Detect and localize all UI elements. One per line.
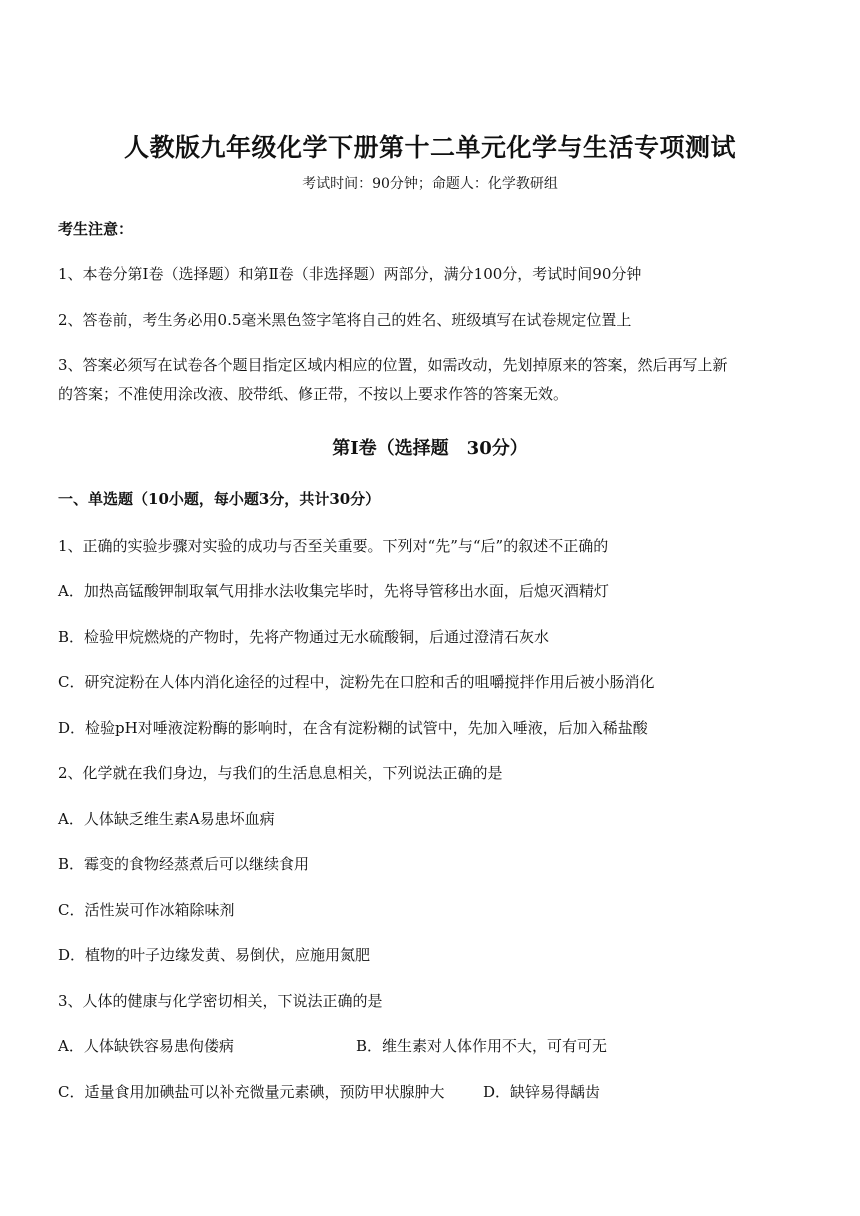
exam-title: 人教版九年级化学下册第十二单元化学与生活专项测试 bbox=[123, 133, 736, 162]
notice-heading: 考生注意： bbox=[58, 220, 134, 238]
question-option: D．检验pH对唾液淀粉酶的影响时，在含有淀粉糊的试管中，先加入唾液，后加入稀盐酸 bbox=[58, 719, 648, 737]
question-stem: 1、正确的实验步骤对实验的成功与否至关重要。下列对“先”与“后”的叙述不正确的 bbox=[58, 537, 609, 555]
question-option: B．霉变的食物经蒸煮后可以继续食用 bbox=[58, 855, 310, 873]
question-option: B．检验甲烷燃烧的产物时，先将产物通过无水硫酸铜，后通过澄清石灰水 bbox=[58, 628, 550, 646]
notice-item: 的答案；不准使用涂改液、胶带纸、修正带，不按以上要求作答的答案无效。 bbox=[58, 385, 569, 403]
question-stem: 3、人体的健康与化学密切相关，下说法正确的是 bbox=[58, 992, 383, 1010]
notice-item: 1、本卷分第Ⅰ卷（选择题）和第Ⅱ卷（非选择题）两部分，满分100分，考试时间90分钟 bbox=[58, 265, 642, 283]
notice-item: 3、答案必须写在试卷各个题目指定区域内相应的位置，如需改动，先划掉原来的答案，然后再写上新 bbox=[58, 356, 728, 374]
question-option: D．缺锌易得龋齿 bbox=[483, 1083, 601, 1101]
question-option: C．研究淀粉在人体内消化途径的过程中，淀粉先在口腔和舌的咀嚼搅拌作用后被小肠消化 bbox=[58, 673, 655, 691]
question-option: A．加热高锰酸钾制取氧气用排水法收集完毕时，先将导管移出水面，后熄灭酒精灯 bbox=[58, 582, 609, 600]
question-option: C．适量食用加碘盐可以补充微量元素碘，预防甲状腺肿大 bbox=[58, 1083, 445, 1101]
exam-subtitle: 考试时间：90分钟；命题人：化学教研组 bbox=[302, 176, 558, 192]
question-option: C．活性炭可作冰箱除味剂 bbox=[58, 901, 235, 919]
question-stem: 2、化学就在我们身边，与我们的生活息息相关，下列说法正确的是 bbox=[58, 764, 503, 782]
question-option: A．人体缺乏维生素A易患坏血病 bbox=[58, 810, 275, 828]
question-option: A．人体缺铁容易患佝偻病 bbox=[58, 1037, 234, 1055]
part-heading: 一、单选题（10小题，每小题3分，共计30分） bbox=[58, 490, 381, 508]
question-option: D．植物的叶子边缘发黄、易倒伏，应施用氮肥 bbox=[58, 946, 371, 964]
notice-item: 2、答卷前，考生务必用0.5毫米黑色签字笔将自己的姓名、班级填写在试卷规定位置上 bbox=[58, 311, 632, 329]
question-option: B．维生素对人体作用不大，可有可无 bbox=[356, 1037, 608, 1055]
section-title: 第Ⅰ卷（选择题 30分） bbox=[332, 438, 528, 459]
